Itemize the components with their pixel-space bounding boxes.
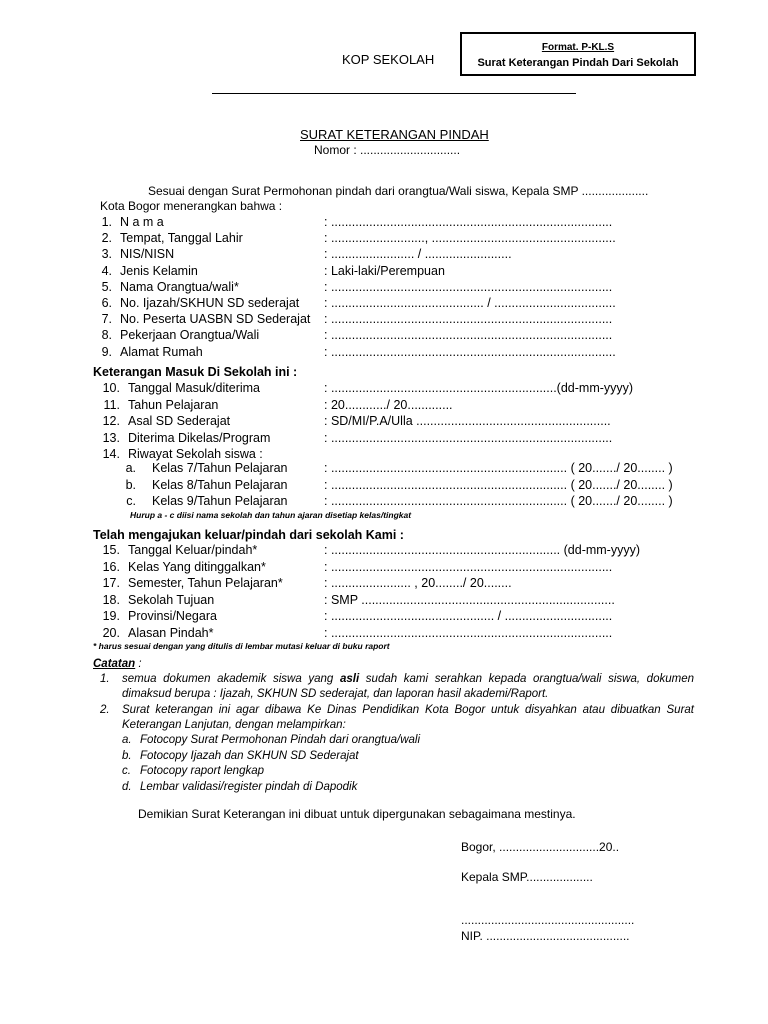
keluar-field-value: : .................................................................. (dd-mm-yyyy) xyxy=(324,543,641,557)
riwayat-note: Hurup a - c diisi nama sekolah dan tahun ajaran disetiap kelas/tingkat xyxy=(130,510,412,520)
section-keluar-heading: Telah mengajukan keluar/pindah dari sekolah Kami : xyxy=(93,528,404,542)
keluar-field-label: Sekolah Tujuan xyxy=(128,592,215,607)
masuk-field-label: Diterima Dikelas/Program xyxy=(128,430,271,445)
attachment-number: c. xyxy=(122,765,131,777)
catatan-item-1-num: 1. xyxy=(100,673,110,685)
attachment-item: Fotocopy Surat Permohonan Pindah dari orangtua/wali xyxy=(140,734,421,746)
student-field-label: No. Ijazah/SKHUN SD sederajat xyxy=(120,296,300,310)
keluar-field-label: Alasan Pindah* xyxy=(128,625,214,640)
riwayat-field-value: : .................................................................... ( 20......./ 20........ ) xyxy=(324,477,673,492)
riwayat-field-label: Kelas 9/Tahun Pelajaran xyxy=(152,494,288,508)
riwayat-field-value: : .................................................................... ( 20......./ 20........ ) xyxy=(324,461,673,475)
masuk-field-label: Tahun Pelajaran xyxy=(128,397,219,412)
student-field-value: : ................................................................................. xyxy=(324,312,613,327)
kop-sekolah: KOP SEKOLAH xyxy=(342,52,435,67)
intro-line-2: Kota Bogor menerangkan bahwa : xyxy=(100,199,283,213)
catatan-item-1-line-1: semua dokumen akademik siswa yang asli sudah kami serahkan kepada orangtua/wali siswa, dokumen xyxy=(122,673,694,685)
masuk-field-number: 10. xyxy=(102,381,120,395)
catatan-item-1-line-2: dimaksud berupa : Ijazah, SKHUN SD sederajat, dan laporan hasil akademi/Raport. xyxy=(122,688,549,700)
masuk-field-label: Tanggal Masuk/diterima xyxy=(128,381,261,395)
format-subtitle: Surat Keterangan Pindah Dari Sekolah xyxy=(477,57,679,69)
keluar-field-number: 18. xyxy=(102,592,120,607)
masuk-field-value: : ................................................................................. xyxy=(324,430,613,445)
attachment-item: Lembar validasi/register pindah di Dapodik xyxy=(140,780,358,793)
riwayat-field-label: Kelas 8/Tahun Pelajaran xyxy=(152,477,288,492)
keluar-field-number: 15. xyxy=(102,543,120,557)
student-field-label: Nama Orangtua/wali* xyxy=(120,279,239,294)
student-field-value: : ........................ / ......................... xyxy=(324,247,512,262)
catatan-item-2-line-1: Surat keterangan ini agar dibawa Ke Dinas Pendidikan Kota Bogor untuk disyahkan atau dibuatkan Surat xyxy=(122,704,694,716)
keluar-field-number: 17. xyxy=(102,576,120,590)
riwayat-field-number: a. xyxy=(125,461,136,475)
section-masuk-heading: Keterangan Masuk Di Sekolah ini : xyxy=(93,365,298,379)
format-title: Format. P-KL.S xyxy=(541,42,615,53)
attachment-item: Fotocopy raport lengkap xyxy=(140,765,265,777)
student-field-value: : ................................................................................. xyxy=(324,328,613,343)
student-field-number: 2. xyxy=(101,231,112,246)
student-field-label: Alamat Rumah xyxy=(120,344,203,359)
student-field-value: : .................................................................................. xyxy=(324,344,616,359)
catatan-heading: Catatan : xyxy=(93,658,142,670)
catatan-item-2-num: 2. xyxy=(100,704,110,716)
keluar-field-label: Tanggal Keluar/pindah* xyxy=(128,543,258,557)
place-date: Bogor, ..............................20.. xyxy=(461,840,620,854)
keluar-field-value: : ................................................................................. xyxy=(324,559,613,574)
riwayat-field-value: : .................................................................... ( 20......./ 20........ ) xyxy=(324,494,673,508)
student-field-label: Jenis Kelamin xyxy=(120,263,198,278)
header-divider xyxy=(212,93,576,94)
catatan-item-2-line-2: Keterangan Lanjutan, dengan melampirkan: xyxy=(122,719,346,731)
keluar-field-number: 19. xyxy=(102,609,120,623)
masuk-field-value: : 20............/ 20............. xyxy=(324,397,453,412)
riwayat-field-label: Kelas 7/Tahun Pelajaran xyxy=(152,461,288,475)
intro-line-1: Sesuai dengan Surat Permohonan pindah dari orangtua/Wali siswa, Kepala SMP .................... xyxy=(148,184,649,198)
student-field-number: 7. xyxy=(101,312,112,327)
student-field-label: Tempat, Tanggal Lahir xyxy=(120,231,243,246)
student-field-number: 4. xyxy=(101,263,112,278)
signer-position: Kepala SMP.................... xyxy=(461,870,593,884)
keluar-field-number: 16. xyxy=(102,559,120,574)
masuk-field-number: 12. xyxy=(102,414,120,428)
keluar-field-label: Kelas Yang ditinggalkan* xyxy=(128,559,266,574)
riwayat-field-number: b. xyxy=(125,477,136,492)
student-field-label: N a m a xyxy=(120,215,164,229)
masuk-field-label: Asal SD Sederajat xyxy=(128,414,231,428)
student-field-number: 9. xyxy=(101,344,112,359)
student-field-value: : Laki-laki/Perempuan xyxy=(324,263,445,278)
attachment-item: Fotocopy Ijazah dan SKHUN SD Sederajat xyxy=(140,749,359,762)
nomor-line: Nomor : .............................. xyxy=(314,143,461,157)
keluar-field-number: 20. xyxy=(102,625,120,640)
riwayat-field-number: c. xyxy=(126,494,136,508)
keluar-field-label: Semester, Tahun Pelajaran* xyxy=(128,576,283,590)
student-field-number: 1. xyxy=(101,215,112,229)
masuk-field-number: 13. xyxy=(102,430,120,445)
keluar-field-label: Provinsi/Negara xyxy=(128,609,217,623)
student-field-number: 5. xyxy=(101,279,112,294)
signer-name-line: .................................................... xyxy=(461,913,635,927)
keluar-field-value: : ............................................... / ............................... xyxy=(324,609,613,623)
keluar-note: * harus sesuai dengan yang ditulis di lembar mutasi keluar di buku raport xyxy=(93,641,390,651)
student-field-value: : ............................................ / ................................... xyxy=(324,296,616,310)
attachment-number: b. xyxy=(122,749,132,762)
closing-statement: Demikian Surat Keterangan ini dibuat untuk dipergunakan sebagaimana mestinya. xyxy=(138,807,576,821)
keluar-field-value: : ....................... , 20......../ 20........ xyxy=(324,576,512,590)
masuk-field-label: Riwayat Sekolah siswa : xyxy=(128,447,263,461)
student-field-value: : ..........................., ..................................................... xyxy=(324,231,616,246)
document-title: SURAT KETERANGAN PINDAH xyxy=(300,127,489,142)
student-field-number: 8. xyxy=(101,328,112,343)
masuk-field-number: 14. xyxy=(102,447,120,461)
student-field-label: Pekerjaan Orangtua/Wali xyxy=(120,328,260,343)
student-field-number: 3. xyxy=(101,247,112,262)
masuk-field-value: : SD/MI/P.A/Ulla ........................................................ xyxy=(324,414,611,428)
student-field-number: 6. xyxy=(101,296,112,310)
keluar-field-value: : ................................................................................. xyxy=(324,625,613,640)
attachment-number: d. xyxy=(122,780,132,793)
masuk-field-value: : .................................................................(dd-mm-yyyy) xyxy=(324,381,634,395)
format-box xyxy=(460,32,696,76)
keluar-field-value: : SMP ......................................................................... xyxy=(324,592,615,607)
attachment-number: a. xyxy=(122,734,132,746)
student-field-label: NIS/NISN xyxy=(120,247,175,262)
student-field-value: : ................................................................................. xyxy=(324,215,613,229)
signer-nip: NIP. ........................................... xyxy=(461,929,630,943)
student-field-value: : ................................................................................. xyxy=(324,279,613,294)
masuk-field-number: 11. xyxy=(103,397,120,412)
student-field-label: No. Peserta UASBN SD Sederajat xyxy=(120,312,311,327)
